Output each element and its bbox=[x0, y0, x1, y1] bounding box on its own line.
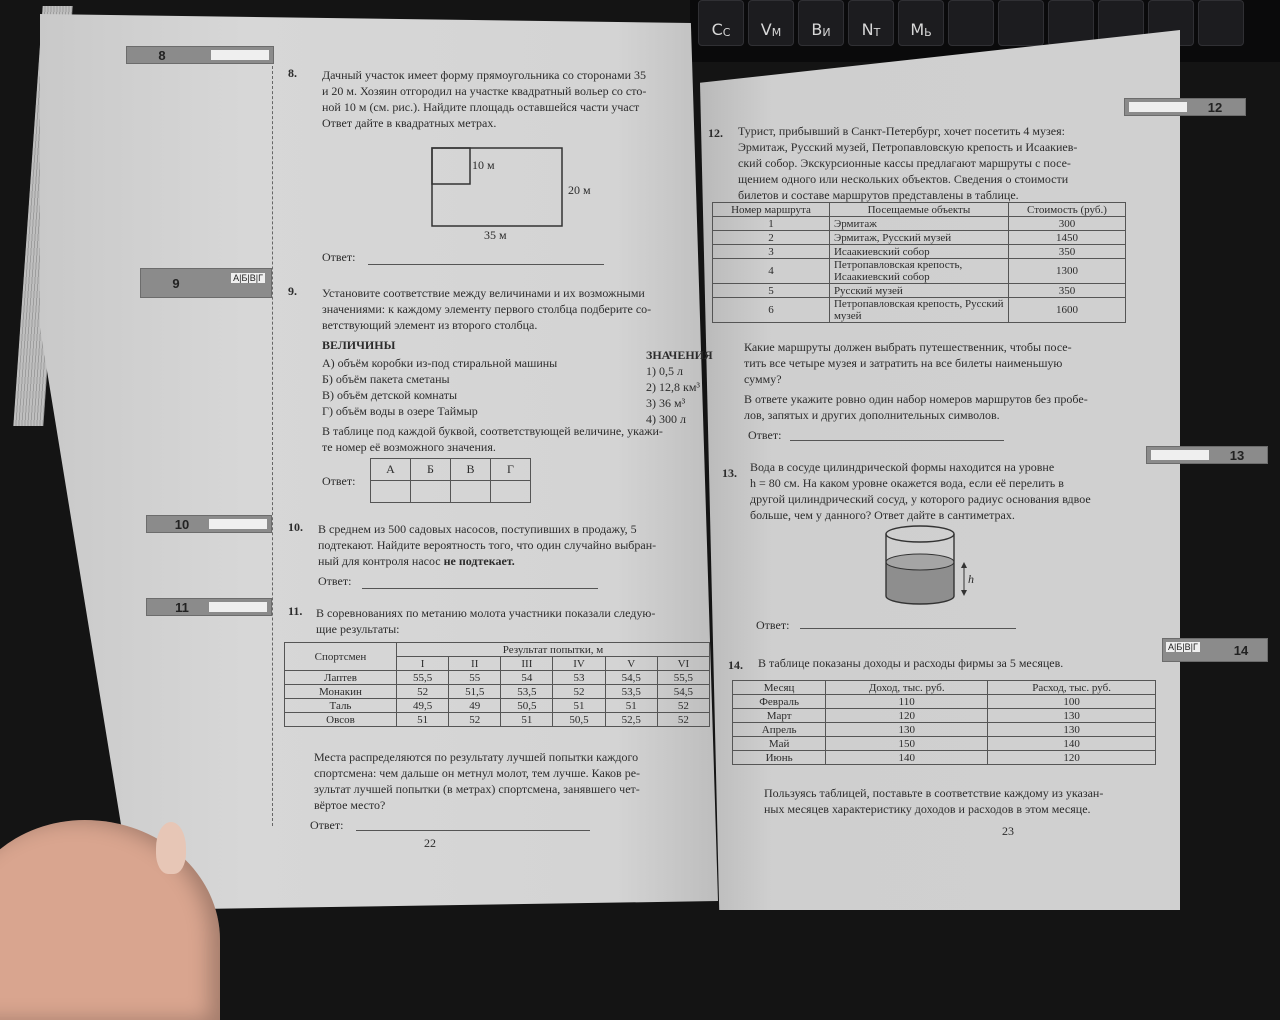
table-row bbox=[733, 695, 1156, 709]
q9-answer-grid bbox=[370, 458, 531, 503]
q9-text-line: ветствующий элемент из второго столбца. bbox=[322, 318, 538, 332]
table-cell: Март bbox=[733, 709, 826, 723]
attempt-header: III bbox=[501, 657, 553, 671]
q11-text-after: спортсмена: чем дальше он метнул молот, тем лучше. Каков ре- bbox=[314, 766, 641, 780]
q13-text-line: h = 80 см. На каком уровне окажется вода, если её перелить в bbox=[750, 476, 1064, 490]
answer-margin-box-11: 11 bbox=[146, 598, 272, 616]
table-row bbox=[713, 231, 1126, 245]
q9-quantity-item: Б) объём пакета сметаны bbox=[322, 372, 450, 386]
table-row bbox=[285, 713, 710, 727]
keyboard-key: C С bbox=[698, 0, 744, 46]
q12-instruction-line: В ответе укажите ровно один набор номеров маршрутов без пробе- bbox=[744, 392, 1088, 406]
q12-text-line: ский собор. Экскурсионные кассы предлагают маршруты с посе- bbox=[738, 156, 1071, 170]
table-cell: 50,5 bbox=[553, 713, 605, 727]
table-cell: 4 bbox=[713, 259, 830, 284]
table-cell: Русский музей bbox=[829, 284, 1008, 298]
q9-quantity-item: А) объём коробки из-под стиральной машины bbox=[322, 356, 558, 370]
question-number-14: 14. bbox=[728, 658, 743, 672]
q13-answer-label: Ответ: bbox=[756, 618, 790, 632]
table-row bbox=[285, 685, 710, 699]
question-number-9: 9. bbox=[288, 284, 297, 298]
q13-answer-line[interactable] bbox=[800, 628, 1016, 629]
q9-text-line: значениями: к каждому элементу первого столбца подберите со- bbox=[322, 302, 652, 316]
table-cell: 55 bbox=[449, 671, 501, 685]
athlete-name: Таль bbox=[285, 699, 397, 713]
q13-text-line: Вода в сосуде цилиндрической формы находится на уровне bbox=[750, 460, 1055, 474]
q14-text-after: Пользуясь таблицей, поставьте в соответствие каждому из указан- bbox=[764, 786, 1104, 800]
q8-side-label: 10 м bbox=[472, 158, 495, 172]
q10-text-line: подтекают. Найдите вероятность того, что один случайно выбран- bbox=[318, 538, 657, 552]
table-row bbox=[733, 751, 1156, 765]
table-cell: 120 bbox=[988, 751, 1156, 765]
table-cell: 49,5 bbox=[396, 699, 448, 713]
table-cell: 51,5 bbox=[449, 685, 501, 699]
q11-text-after: вёртое место? bbox=[314, 798, 386, 812]
q11-text-after: Места распределяются по результату лучшей попытки каждого bbox=[314, 750, 639, 764]
table-cell: 350 bbox=[1008, 245, 1125, 259]
q8-answer-line[interactable] bbox=[368, 264, 604, 265]
table-cell: 1450 bbox=[1008, 231, 1125, 245]
table-cell: 130 bbox=[988, 723, 1156, 737]
q12-text-after: Какие маршруты должен выбрать путешественник, чтобы посе- bbox=[744, 340, 1072, 354]
table-row bbox=[713, 284, 1126, 298]
table-cell: 54 bbox=[501, 671, 553, 685]
q12-text-line: щением одного или нескольких объектов. Сведения о стоимости bbox=[738, 172, 1069, 186]
table-header: Месяц bbox=[733, 681, 826, 695]
table-row bbox=[713, 245, 1126, 259]
q10-bold-phrase: не подтекает. bbox=[443, 554, 515, 568]
table-row bbox=[285, 671, 710, 685]
keyboard-key bbox=[948, 0, 994, 46]
q12-text-after: тить все четыре музея и затратить на все билеты наименьшую bbox=[744, 356, 1063, 370]
table-cell: 1600 bbox=[1008, 298, 1125, 323]
q9-instruction-line: В таблице под каждой буквой, соответствующей величине, укажи- bbox=[322, 424, 663, 438]
q10-text-line: ный для контроля насос не подтекает. bbox=[318, 554, 515, 568]
table-cell: 54,5 bbox=[605, 671, 657, 685]
answer-margin-box-13: 13 bbox=[1146, 446, 1268, 464]
table-cell: Эрмитаж bbox=[829, 217, 1008, 231]
athlete-name: Лаптев bbox=[285, 671, 397, 685]
q9-answer-label: Ответ: bbox=[322, 474, 356, 488]
q10-answer-line[interactable] bbox=[362, 588, 598, 589]
q12-text-line: Эрмитаж, Русский музей, Петропавловскую крепость и Исаакиев- bbox=[738, 140, 1078, 154]
q11-text-line: щие результаты: bbox=[316, 622, 400, 636]
answer-margin-box-12: 12 bbox=[1124, 98, 1246, 116]
q8-text-line: Ответ дайте в квадратных метрах. bbox=[322, 116, 497, 130]
table-cell: 51 bbox=[396, 713, 448, 727]
grid-letter: Б bbox=[411, 459, 451, 481]
table-cell: 51 bbox=[553, 699, 605, 713]
table-cell: 120 bbox=[826, 709, 988, 723]
question-number-12: 12. bbox=[708, 126, 723, 140]
table-header: Результат попытки, м bbox=[396, 643, 709, 657]
table-row bbox=[733, 737, 1156, 751]
grid-answer-cell[interactable] bbox=[411, 481, 451, 503]
table-cell: 50,5 bbox=[501, 699, 553, 713]
grid-answer-cell[interactable] bbox=[371, 481, 411, 503]
table-cell: 130 bbox=[988, 709, 1156, 723]
grid-answer-cell[interactable] bbox=[451, 481, 491, 503]
attempt-header: IV bbox=[553, 657, 605, 671]
table-cell: 6 bbox=[713, 298, 830, 323]
grid-letter: В bbox=[451, 459, 491, 481]
question-number-10: 10. bbox=[288, 520, 303, 534]
q8-text-line: ной 10 м (см. рис.). Найдите площадь оставшейся части участ bbox=[322, 100, 640, 114]
table-header: Расход, тыс. руб. bbox=[988, 681, 1156, 695]
grid-letter: Г bbox=[491, 459, 531, 481]
q13-text-line: больше, чем у данного? Ответ дайте в сантиметрах. bbox=[750, 508, 1015, 522]
table-cell: Май bbox=[733, 737, 826, 751]
table-cell: 52 bbox=[553, 685, 605, 699]
table-header: Доход, тыс. руб. bbox=[826, 681, 988, 695]
question-number-13: 13. bbox=[722, 466, 737, 480]
table-cell: 53 bbox=[553, 671, 605, 685]
q12-answer-label: Ответ: bbox=[748, 428, 782, 442]
q12-instruction-line: лов, запятых и других дополнительных символов. bbox=[744, 408, 1000, 422]
answer-margin-box-10: 10 bbox=[146, 515, 272, 533]
q14-text-line: В таблице показаны доходы и расходы фирмы за 5 месяцев. bbox=[758, 656, 1064, 670]
q11-text-line: В соревнованиях по метанию молота участники показали следую- bbox=[316, 606, 656, 620]
table-cell: Эрмитаж, Русский музей bbox=[829, 231, 1008, 245]
table-header: Номер маршрута bbox=[713, 203, 830, 217]
table-cell: 53,5 bbox=[501, 685, 553, 699]
q8-answer-label: Ответ: bbox=[322, 250, 356, 264]
table-row bbox=[285, 699, 710, 713]
table-cell: 52 bbox=[449, 713, 501, 727]
q8-text-line: Дачный участок имеет форму прямоугольника со сторонами 35 bbox=[322, 68, 646, 82]
table-cell: 150 bbox=[826, 737, 988, 751]
table-cell: 3 bbox=[713, 245, 830, 259]
table-cell: Февраль bbox=[733, 695, 826, 709]
q9-quantity-item: Г) объём воды в озере Таймыр bbox=[322, 404, 478, 418]
cylinder-figure bbox=[878, 524, 978, 608]
table-cell: 5 bbox=[713, 284, 830, 298]
page-number-right: 23 bbox=[1002, 824, 1014, 838]
table-row bbox=[713, 298, 1126, 323]
q11-answer-label: Ответ: bbox=[310, 818, 344, 832]
table-header: Спортсмен bbox=[285, 643, 397, 671]
q11-text-after: зультат лучшей попытки (в метрах) спортсмена, занявшего чет- bbox=[314, 782, 640, 796]
table-cell: 140 bbox=[826, 751, 988, 765]
q9-value-item: 1) 0,5 л bbox=[646, 364, 683, 378]
attempt-header: II bbox=[449, 657, 501, 671]
attempt-header: V bbox=[605, 657, 657, 671]
table-row bbox=[733, 709, 1156, 723]
q14-text-after: ных месяцев характеристику доходов и расходов в этом месяце. bbox=[764, 802, 1091, 816]
enclosure-square bbox=[432, 148, 470, 184]
answer-margin-box-8: 8 bbox=[126, 46, 274, 64]
attempt-header: VI bbox=[657, 657, 709, 671]
keyboard-key: B И bbox=[798, 0, 844, 46]
q11-results-table bbox=[284, 642, 710, 727]
table-cell: 2 bbox=[713, 231, 830, 245]
grid-answer-cell[interactable] bbox=[491, 481, 531, 503]
athlete-name: Овсов bbox=[285, 713, 397, 727]
table-cell: 350 bbox=[1008, 284, 1125, 298]
table-cell: 1300 bbox=[1008, 259, 1125, 284]
table-cell: 100 bbox=[988, 695, 1156, 709]
q9-instruction-line: те номер её возможного значения. bbox=[322, 440, 496, 454]
table-cell: 49 bbox=[449, 699, 501, 713]
table-cell: 51 bbox=[605, 699, 657, 713]
table-cell: 130 bbox=[826, 723, 988, 737]
q10-text-line: В среднем из 500 садовых насосов, поступивших в продажу, 5 bbox=[318, 522, 637, 536]
cylinder-h-label: h bbox=[968, 572, 974, 586]
q9-column1-title: ВЕЛИЧИНЫ bbox=[322, 338, 396, 352]
keyboard-key: V М bbox=[748, 0, 794, 46]
table-cell: 55,5 bbox=[657, 671, 709, 685]
table-cell: 52 bbox=[657, 699, 709, 713]
question-number-8: 8. bbox=[288, 66, 297, 80]
table-row bbox=[733, 723, 1156, 737]
keyboard-key: N Т bbox=[848, 0, 894, 46]
table-cell: Апрель bbox=[733, 723, 826, 737]
table-cell: Исаакиевский собор bbox=[829, 245, 1008, 259]
page-number-left: 22 bbox=[424, 836, 436, 850]
q12-text-line: билетов и составе маршрутов представлены в таблице. bbox=[738, 188, 1019, 202]
answer-margin-box-9: 9 А|Б|В|Г bbox=[140, 268, 272, 298]
q14-income-table bbox=[732, 680, 1156, 765]
q12-text-line: Турист, прибывший в Санкт-Петербург, хочет посетить 4 музея: bbox=[738, 124, 1065, 138]
table-cell: Петропавловская крепость, Исаакиевский собор bbox=[829, 259, 1008, 284]
attempt-header: I bbox=[396, 657, 448, 671]
q9-value-item: 4) 300 л bbox=[646, 412, 686, 426]
q8-height-label: 20 м bbox=[568, 183, 591, 197]
table-cell: 110 bbox=[826, 695, 988, 709]
table-cell: 300 bbox=[1008, 217, 1125, 231]
table-row bbox=[713, 217, 1126, 231]
q9-value-item: 2) 12,8 км³ bbox=[646, 380, 701, 394]
table-cell: 1 bbox=[713, 217, 830, 231]
table-cell: Петропавловская крепость, Русский музей bbox=[829, 298, 1008, 323]
table-cell: 51 bbox=[501, 713, 553, 727]
table-cell: 55,5 bbox=[396, 671, 448, 685]
q11-answer-line[interactable] bbox=[356, 830, 590, 831]
table-cell: 52 bbox=[657, 713, 709, 727]
keyboard-key bbox=[1198, 0, 1244, 46]
athlete-name: Монакин bbox=[285, 685, 397, 699]
plot-rectangle bbox=[432, 148, 562, 226]
grid-letter: А bbox=[371, 459, 411, 481]
margin-dashed-line bbox=[272, 66, 273, 826]
answer-margin-box-14: А|Б|В|Г 14 bbox=[1162, 638, 1268, 662]
q9-quantity-item: В) объём детской комнаты bbox=[322, 388, 458, 402]
table-row bbox=[713, 259, 1126, 284]
thumbnail bbox=[156, 822, 186, 874]
keyboard-key bbox=[1048, 0, 1094, 46]
q9-column2-title: ЗНАЧЕНИЯ bbox=[646, 348, 713, 362]
q10-answer-label: Ответ: bbox=[318, 574, 352, 588]
table-cell: 53,5 bbox=[605, 685, 657, 699]
table-header: Стоимость (руб.) bbox=[1008, 203, 1125, 217]
keyboard-key: M Ь bbox=[898, 0, 944, 46]
q8-width-label: 35 м bbox=[484, 228, 507, 242]
q8-text-line: и 20 м. Хозяин отгородил на участке квадратный вольер со сто- bbox=[322, 84, 647, 98]
q13-text-line: другой цилиндрический сосуд, у которого радиус основания вдвое bbox=[750, 492, 1091, 506]
table-cell: 52 bbox=[396, 685, 448, 699]
question-number-11: 11. bbox=[288, 604, 303, 618]
table-cell: 52,5 bbox=[605, 713, 657, 727]
q12-text-after: сумму? bbox=[744, 372, 782, 386]
q9-value-item: 3) 36 м³ bbox=[646, 396, 686, 410]
keyboard-key bbox=[998, 0, 1044, 46]
q12-answer-line[interactable] bbox=[790, 440, 1004, 441]
q12-routes-table bbox=[712, 202, 1126, 323]
table-cell: Июнь bbox=[733, 751, 826, 765]
table-cell: 140 bbox=[988, 737, 1156, 751]
table-header: Посещаемые объекты bbox=[829, 203, 1008, 217]
table-cell: 54,5 bbox=[657, 685, 709, 699]
q9-text-line: Установите соответствие между величинами и их возможными bbox=[322, 286, 645, 300]
